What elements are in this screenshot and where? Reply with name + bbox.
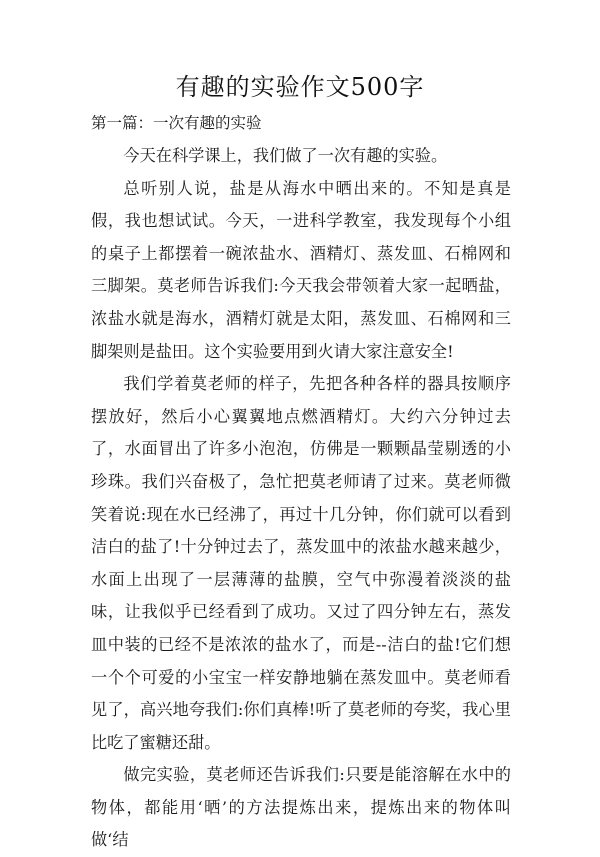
essay-body [91,140,511,857]
paragraph-2: 总听别人说，盐是从海水中晒出来的。不知是真是假，我也想试试。今天，一进科学教室，我发现每个小组的桌子上都摆着一碗浓盐水、酒精灯、蒸发皿、石棉网和三脚架。莫老师告诉我们:今天我会带领着大家一起晒盐，浓盐水就是海水，酒精灯就是太阳，蒸发皿、石棉网和三脚架则是盐田。这个实验要用到火请大家注意安全! [91,178,511,361]
paragraph-1: 今天在科学课上，我们做了一次有趣的实验。 [123,146,448,165]
page-title: 有趣的实验作文500字 [175,73,425,101]
paragraph-4: 做完实验，莫老师还告诉我们:只要是能溶解在水中的物体，都能用‘晒’的方法提炼出来，提炼出来的物体叫做‘结 [91,765,511,850]
section-heading: 第一篇：一次有趣的实验 [91,114,262,132]
paragraph-3: 我们学着莫老师的样子，先把各种各样的器具按顺序摆放好，然后小心翼翼地点燃酒精灯。大约六分钟过去了，水面冒出了许多小泡泡，仿佛是一颗颗晶莹剔透的小珍珠。我们兴奋极了，急忙把莫老师请了过来。莫老师微笑着说:现在水已经沸了，再过十几分钟，你们就可以看到洁白的盐了!十分钟过去了，蒸发皿中的浓盐水越来越少，水面上出现了一层薄薄的盐膜，空气中弥漫着淡淡的盐味，让我似乎已经看到了成功。又过了四分钟左右，蒸发皿中装的已经不是浓浓的盐水了，而是--洁白的盐!它们想一个个可爱的小宝宝一样安静地躺在蒸发皿中。莫老师看见了，高兴地夸我们:你们真棒!听了莫老师的夸奖，我心里比吃了蜜糖还甜。 [91,374,511,752]
